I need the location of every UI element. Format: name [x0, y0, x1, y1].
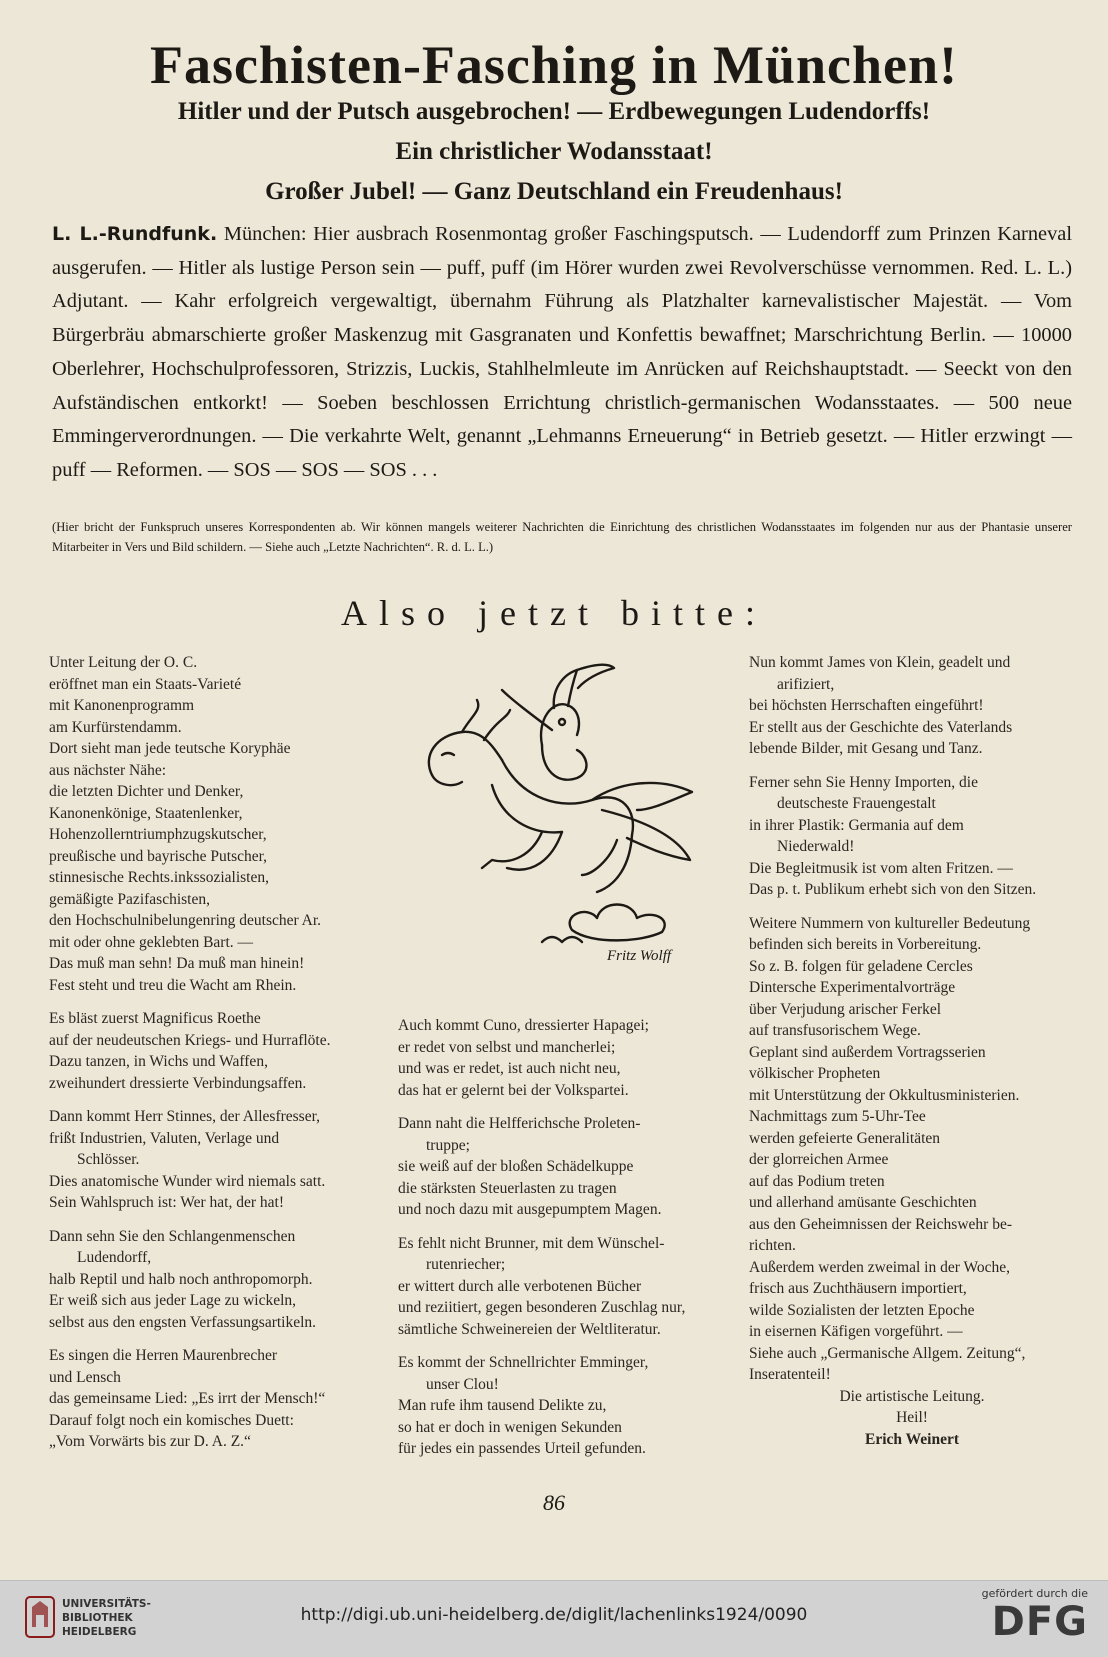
verse-line: gemäßigte Pazifaschisten, — [49, 890, 210, 908]
verse-line: Es fehlt nicht Brunner, mit dem Wünschel- — [398, 1234, 665, 1252]
lead-text: München: Hier ausbrach Rosenmontag großer Faschingsputsch. — Ludendorff zum Prinzen Karneval ausgerufen. — Hitler als lustige Person sein — puff, puff (im Hörer wurden zwei Revolverschüsse vernommen. Red. L. L.) Adjutant. — Kahr erfolgreich vergewaltigt, übernahm Führung als Platzhalter karnevalistischer Majestät. — Vom Bürgerbräu abmarschierte großer Maskenzug mit Gasgranaten und Konfettis bewaffnet; Marschrichtung Berlin. — 10000 Oberlehrer, Hochschulprofessoren, Strizzis, Luckis, Stahlhelmleute im Anrücken auf Reichshauptstadt. — Seeckt von den Aufständischen entkorkt! — Soeben beschlossen Errichtung christlich-germanischen Wodansstaates. — 500 neue Emmingerverordnungen. — Die verkahrte Welt, genannt „Lehmanns Erneuerung“ in Betrieb gesetzt. — Hitler erzwingt — puff — Reformen. — SOS — SOS — SOS . . . — [52, 223, 1072, 481]
verse-line: Heil! — [896, 1409, 928, 1426]
verse-line: Geplant sind außerdem Vortragsserien — [749, 1043, 986, 1061]
subheadline-1: Hitler und der Putsch ausgebrochen! — Erdbewegungen Ludendorffs! — [177, 98, 931, 125]
verse-line: mit oder ohne geklebten Bart. — — [49, 933, 254, 951]
verse-line: über Verjudung arischer Ferkel — [749, 1000, 942, 1018]
verse-line: Es kommt der Schnellrichter Emminger, — [398, 1354, 649, 1371]
verse-line: Darauf folgt noch ein komisches Duett: — [49, 1411, 294, 1429]
verse-line: So z. B. folgen für geladene Cercles — [749, 957, 973, 975]
verse-line: Das muß man sehn! Da muß man hinein! — [49, 955, 305, 972]
sponsor-caption: gefördert durch die — [981, 1587, 1088, 1600]
verse-line: Hohenzollerntriumphzugskutscher, — [49, 826, 267, 843]
verse-line: und reziitiert, gegen besonderen Zuschlag nur, — [398, 1299, 686, 1316]
verse-line: eröffnet man ein Staats-Varieté — [49, 675, 242, 693]
cloud-line — [570, 905, 665, 941]
verse-line: Das p. t. Publikum erhebt sich von den Sitzen. — [749, 881, 1037, 898]
verse-line: und Lensch — [49, 1368, 121, 1386]
verse-line: Fest steht und treu die Wacht am Rhein. — [49, 976, 297, 994]
stanza-gap — [49, 1333, 379, 1345]
verse-line: Ludendorff, — [77, 1249, 152, 1266]
stanza-gap — [49, 1094, 379, 1106]
poem-column-left — [49, 652, 379, 1453]
verse-line: wilde Sozialisten der letzten Epoche — [749, 1301, 975, 1319]
verse-line: Erich Weinert — [865, 1430, 959, 1448]
stanza-gap — [749, 760, 1075, 772]
verse-line: aus den Geheimnissen der Reichswehr be- — [749, 1215, 1012, 1233]
cartoon-signature: Fritz Wolff — [607, 948, 672, 964]
verse-line: das hat er gelernt bei der Volkspartei. — [398, 1081, 629, 1099]
verse-line: die letzten Dichter und Denker, — [49, 783, 244, 800]
page-number: 86 — [543, 1490, 565, 1515]
verse-line: Kanonenkönige, Staatenlenker, — [49, 804, 243, 822]
verse-line: der glorreichen Armee — [749, 1151, 889, 1168]
verse-line: Die Begleitmusik ist vom alten Fritzen. — — [749, 859, 1013, 877]
verse-line: frisch aus Zuchthäusern importiert, — [749, 1280, 967, 1297]
verse-line: selbst aus den engsten Verfassungsartikeln. — [49, 1313, 317, 1331]
verse-line: Dann naht die Helfferichsche Proleten- — [398, 1115, 641, 1132]
verse-line: halb Reptil und halb noch anthropomorph. — [49, 1270, 313, 1288]
subheadline-3: Großer Jubel! — Ganz Deutschland ein Freudenhaus! — [265, 178, 843, 205]
stanza-gap — [49, 996, 379, 1008]
horse-head-line — [429, 732, 502, 775]
verse-line: preußische und bayrische Putscher, — [49, 847, 268, 865]
verse-line: Nachmittags zum 5-Uhr-Tee — [749, 1108, 926, 1125]
verse-line: Auch kommt Cuno, dressierter Hapagei; — [398, 1017, 649, 1034]
verse-line: arifiziert, — [777, 675, 835, 693]
viewer-footer — [0, 1580, 1108, 1657]
verse-line: am Kurfürstendamm. — [49, 718, 182, 736]
verse-line: befinden sich bereits in Vorbereitung. — [749, 936, 982, 953]
verse-line: und was er redet, ist auch nicht neu, — [398, 1060, 621, 1077]
verse-line: mit Unterstützung der Okkultusministerien. — [749, 1086, 1020, 1104]
verse-line: Es singen die Herren Maurenbrecher — [49, 1347, 278, 1364]
verse-line: deutscheste Frauengestalt — [777, 795, 936, 812]
verse-line: zweihundert dressierte Verbindungsaffen. — [49, 1074, 307, 1092]
verse-line: aus nächster Nähe: — [49, 761, 167, 779]
poem-column-middle — [398, 1015, 716, 1460]
verse-line: sie weiß auf der bloßen Schädelkuppe — [398, 1158, 634, 1175]
verse-line: so hat er doch in wenigen Sekunden — [398, 1418, 622, 1436]
verse-line: die stärksten Steuerlasten zu tragen — [398, 1179, 617, 1197]
lead-source: L. L.-Rundfunk. — [52, 223, 218, 245]
verse-line: in eisernen Käfigen vorgeführt. — — [749, 1323, 963, 1340]
verse-line: Siehe auch „Germanische Allgem. Zeitung“, — [749, 1344, 1026, 1362]
verse-line: er wittert durch alle verbotenen Bücher — [398, 1277, 642, 1295]
verse-line: den Hochschulnibelungenring deutscher Ar. — [49, 912, 322, 929]
sponsor-block — [982, 1587, 1088, 1644]
digital-object-link[interactable]: http://digi.ub.uni-heidelberg.de/diglit/lachenlinks1924/0090 — [300, 1605, 808, 1625]
verse-line: auf das Podium treten — [749, 1172, 885, 1190]
verse-line: er redet von selbst und mancherlei; — [398, 1038, 616, 1056]
cartoon-illustration — [392, 660, 722, 990]
editorial-note: (Hier bricht der Funkspruch unseres Korrespondenten ab. Wir können mangels weiterer Nachrichten die Einrichtung des christlichen Wodansstaates im folgenden nur aus der Phantasie unserer Mitarbeiter in Vers und Bild schildern. — Siehe auch „Letzte Nachrichten“. R. d. L. L.) — [52, 520, 1072, 554]
stanza-gap — [398, 1340, 716, 1352]
poem-column-right — [749, 652, 1075, 1450]
stanza-gap — [398, 1101, 716, 1113]
verse-line: Man rufe ihm tausend Delikte zu, — [398, 1397, 607, 1414]
verse-line: Dintersche Experimentalvorträge — [749, 979, 956, 996]
verse-line: das gemeinsame Lied: „Es irrt der Mensch!“ — [49, 1390, 326, 1407]
verse-line: Dies anatomische Wunder wird niemals satt. — [49, 1172, 326, 1190]
dfg-logo: DFG — [991, 1599, 1088, 1645]
stanza-gap — [398, 1221, 716, 1233]
verse-line: für jedes ein passendes Urteil gefunden. — [398, 1440, 646, 1457]
verse-line: Ferner sehn Sie Henny Importen, die — [749, 773, 978, 791]
main-headline: Faschisten-Fasching in München! — [149, 35, 959, 95]
verse-line: auf transfusorischem Wege. — [749, 1022, 921, 1039]
verse-line: Dort sieht man jede teutsche Koryphäe — [49, 740, 291, 757]
verse-line: Dann sehn Sie den Schlangenmenschen — [49, 1227, 296, 1245]
subheadline-2: Ein christlicher Wodansstaat! — [395, 138, 713, 165]
verse-line: „Vom Vorwärts bis zur D. A. Z.“ — [49, 1433, 251, 1450]
verse-line: Es bläst zuerst Magnificus Roethe — [49, 1010, 261, 1027]
verse-line: Inseratenteil! — [749, 1366, 831, 1383]
verse-line: Die artistische Leitung. — [839, 1387, 985, 1405]
verse-line: stinnesische Rechts.inkssozialisten, — [49, 869, 269, 886]
verse-line: Sein Wahlspruch ist: Wer hat, der hat! — [49, 1194, 284, 1211]
verse-line: Dann kommt Herr Stinnes, der Allesfresser, — [49, 1108, 321, 1125]
verse-line: werden gefeierte Generalitäten — [749, 1129, 941, 1147]
stanza-gap — [49, 1214, 379, 1226]
verse-line: in ihrer Plastik: Germania auf dem — [749, 816, 964, 834]
verse-line: mit Kanonenprogramm — [49, 697, 195, 714]
verse-line: auf der neudeutschen Kriegs- und Hurraflöte. — [49, 1031, 331, 1049]
verse-line: Weitere Nummern von kultureller Bedeutung — [749, 914, 1031, 932]
verse-line: völkischer Propheten — [749, 1065, 881, 1082]
verse-line: bei höchsten Herrschaften eingeführt! — [749, 697, 984, 714]
stanza-gap — [749, 901, 1075, 913]
verse-line: sämtliche Schweinereien der Weltliteratur. — [398, 1320, 661, 1338]
verse-line: Er weiß sich aus jeder Lage zu wickeln, — [49, 1292, 297, 1309]
verse-line: und allerhand amüsante Geschichten — [749, 1194, 977, 1211]
verse-line: Schlösser. — [77, 1151, 140, 1168]
verse-line: richten. — [749, 1237, 796, 1254]
verse-line: und noch dazu mit ausgepumptem Magen. — [398, 1201, 662, 1218]
verse-line: unser Clou! — [426, 1375, 499, 1393]
verse-line: Nun kommt James von Klein, geadelt und — [749, 654, 1011, 671]
section-title: Also jetzt bitte: — [341, 593, 767, 633]
verse-line: Außerdem werden zweimal in der Woche, — [749, 1258, 1011, 1276]
verse-line: Dazu tanzen, in Wichs und Waffen, — [49, 1053, 268, 1070]
library-name: UNIVERSITÄTS- BIBLIOTHEK HEIDELBERG — [62, 1598, 151, 1638]
verse-line: frißt Industrien, Valuten, Verlage und — [49, 1129, 280, 1147]
verse-line: Er stellt aus der Geschichte des Vaterlands — [749, 718, 1013, 736]
verse-line: truppe; — [426, 1136, 470, 1154]
verse-line: Unter Leitung der O. C. — [49, 654, 198, 671]
verse-line: lebende Bilder, mit Gesang und Tanz. — [749, 740, 983, 757]
lead-paragraph — [52, 218, 1072, 488]
verse-line: Niederwald! — [777, 838, 855, 855]
verse-line: rutenriecher; — [426, 1256, 506, 1273]
